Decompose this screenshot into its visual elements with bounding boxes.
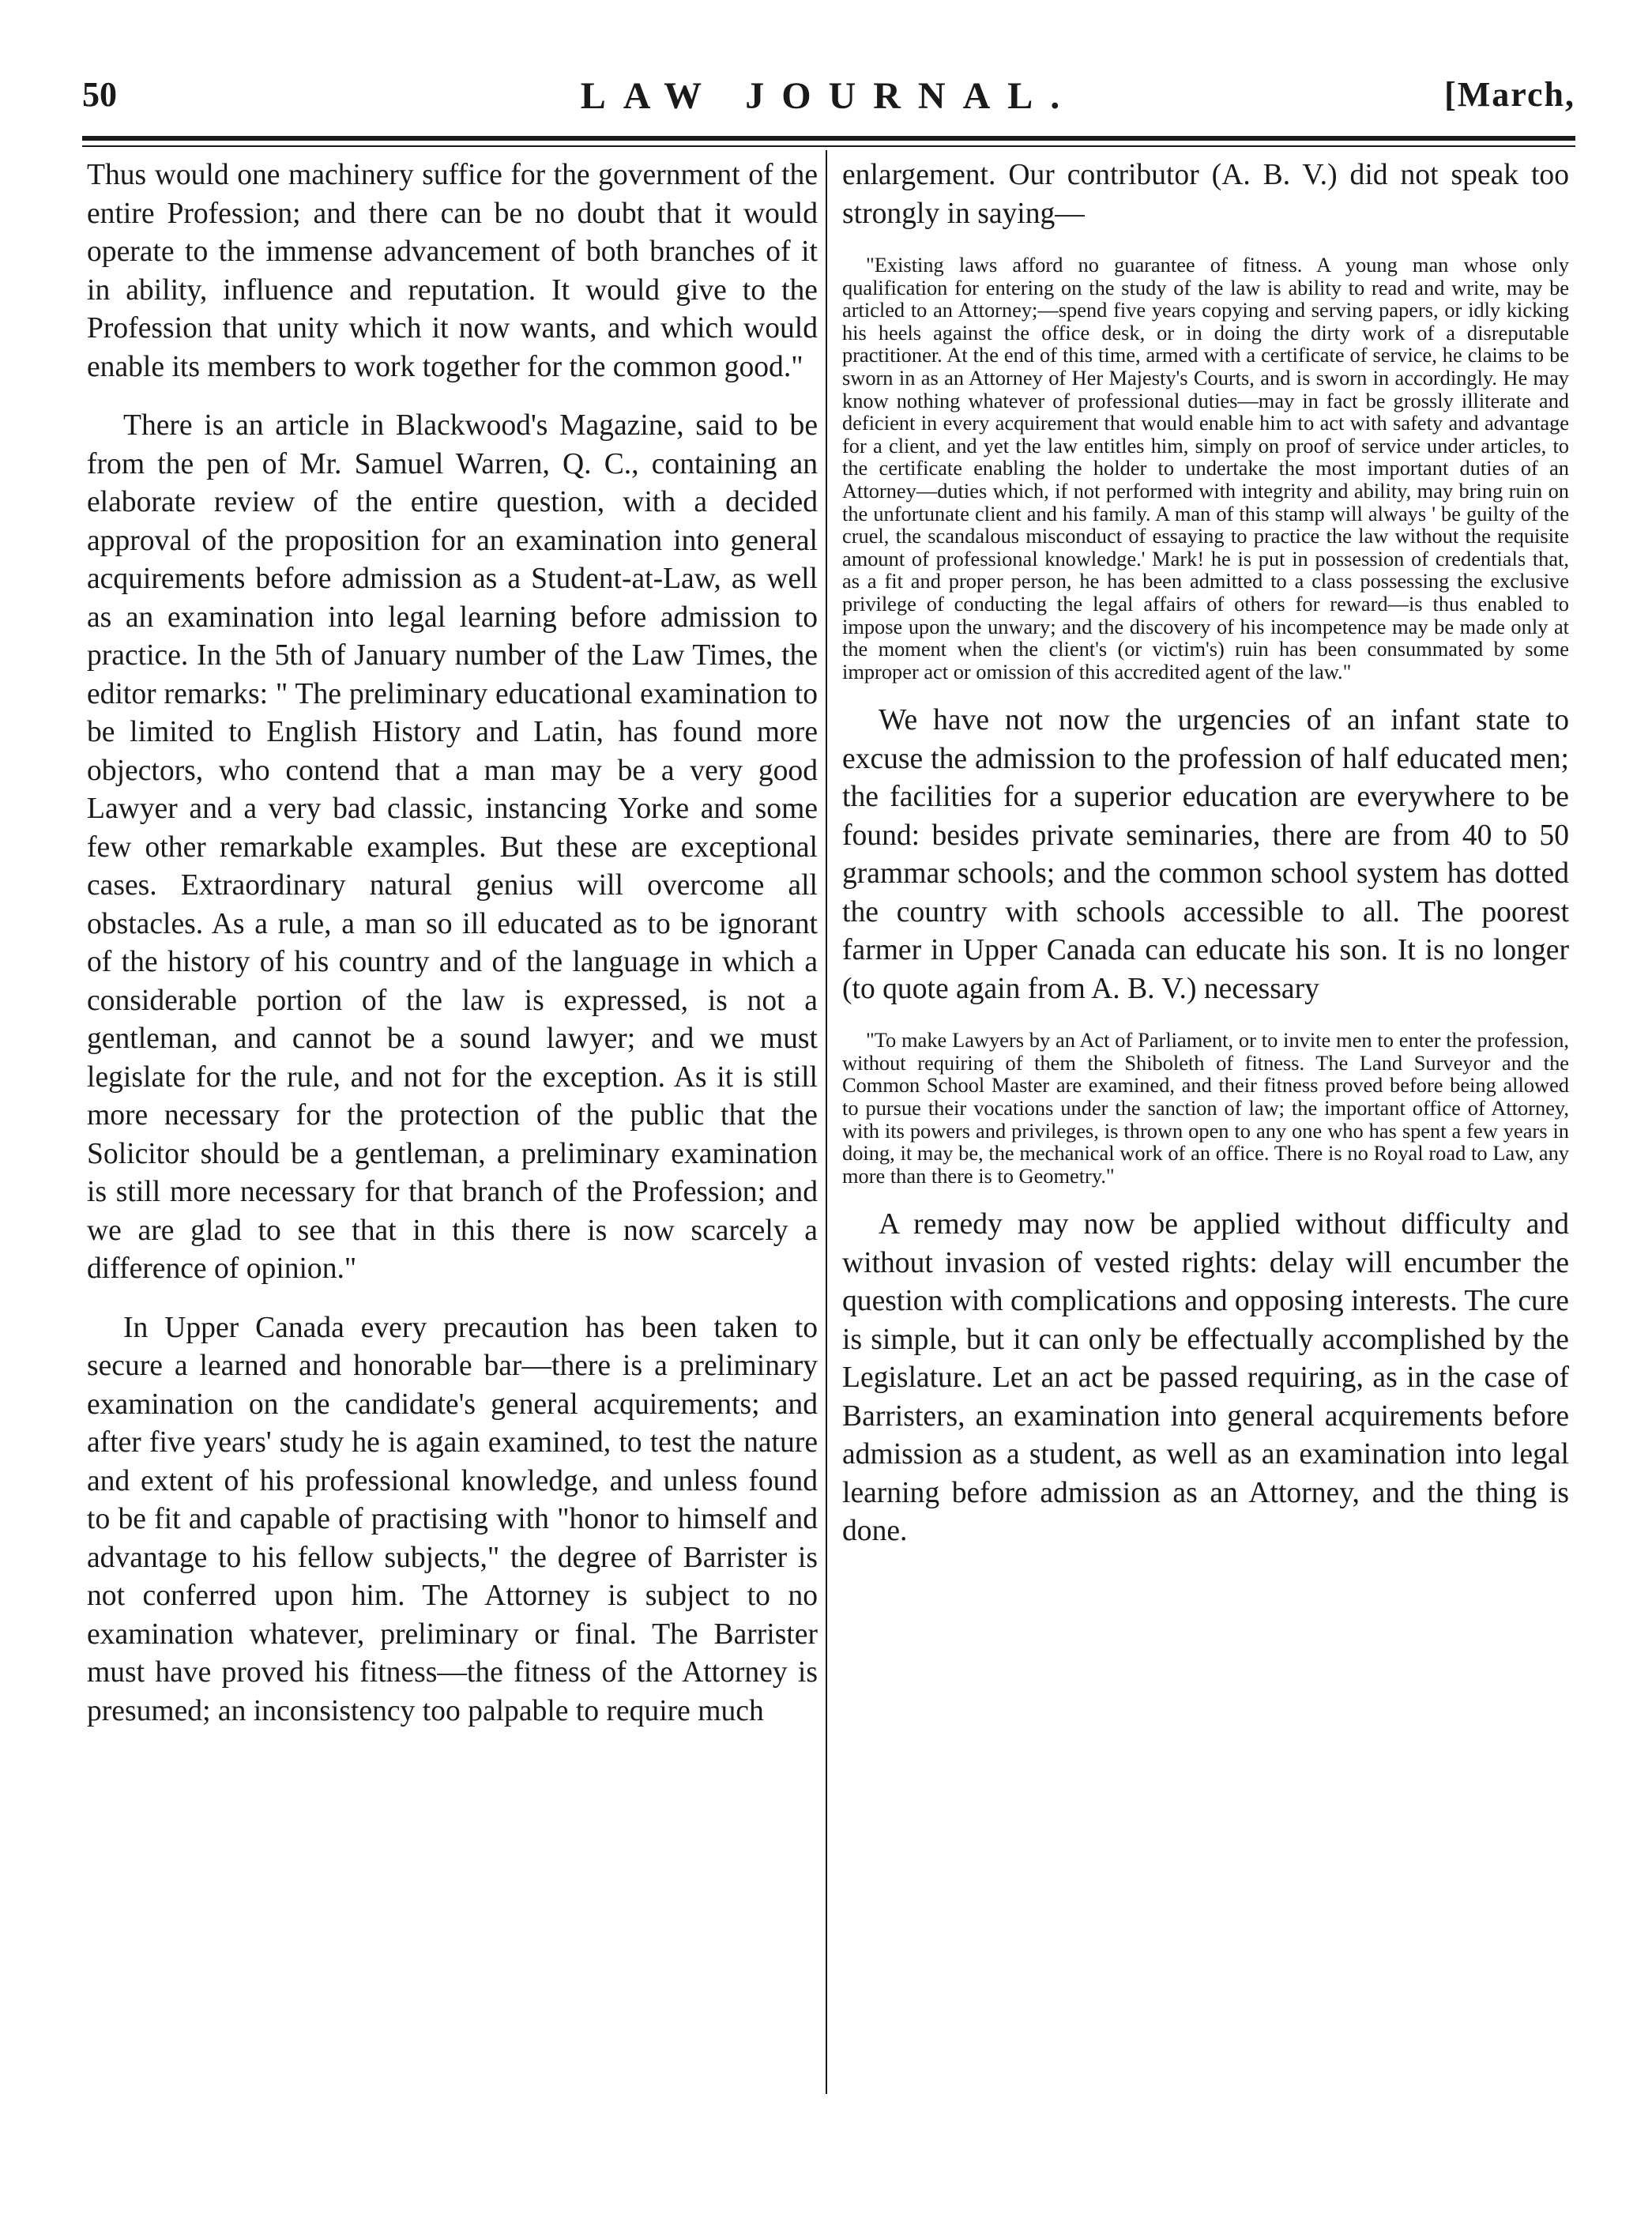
left-column xyxy=(87,156,818,1751)
column-divider xyxy=(826,150,827,2094)
page-number: 50 xyxy=(82,75,117,114)
paragraph: Thus would one machinery suffice for the government of the entire Profession; and there can be no doubt that it would operate to the immense advancement of both branches of it in ability, influence and reputation. It would give to the Profession that unity which it now wants, and which would enable its members to work together for the common good." xyxy=(87,159,818,383)
paragraph: enlargement. Our contributor (A. B. V.) did not speak too strongly in saying— xyxy=(842,159,1569,230)
journal-title: LAW JOURNAL. xyxy=(580,75,1078,117)
header-month: [March, xyxy=(1444,75,1575,114)
right-column xyxy=(842,156,1569,1572)
block-quote: "Existing laws afford no guarantee of fitness. A young man whose only qualification for entering on the study of the law is ability to read and write, may be articled to an Attorney;—spend five years copying and serving papers, or idly kicking his heels against the office desk, or in doing the dirty work of a disreputable practitioner. At the end of this time, armed with a certificate of service, he claims to be sworn in as an Attorney of Her Majesty's Courts, and is sworn in accordingly. He may know nothing whatever of professional duties—may in fact be grossly illiterate and deficient in every acquirement that would enable him to act with safety and advantage for a client, and yet the law entitles him, simply on proof of service under articles, to the certificate enabling the holder to undertake the most important duties of an Attorney—duties which, if not performed with integrity and ability, may bring ruin on the unfortunate client and his family. A man of this stamp will always ' be guilty of the cruel, the scandalous misconduct of essaying to practice the law without the requisite amount of professional knowledge.' Mark! he is put in possession of credentials that, as a fit and proper person, he has been admitted to a class possessing the exclusive privilege of conducting the legal affairs of others for reward—is thus enabled to impose upon the unwary; and the discovery of his incompetence may be made only at the moment when the client's (or victim's) ruin has been consummated by some improper act or omission of this accredited agent of the law." xyxy=(842,253,1569,684)
header-rule-thin xyxy=(82,145,1575,147)
paragraph: There is an article in Blackwood's Magazine, said to be from the pen of Mr. Samuel Warren, Q. C., containing an elaborate review of the entire question, with a decided approval of the proposition for an examination into general acquirements before admission as a Student-at-Law, as well as an examination into legal learning before admission to practice. In the 5th of January number of the Law Times, the editor remarks: " The preliminary educational examination to be limited to English History and Latin, has found more objectors, who contend that a man may be a very good Lawyer and a very bad classic, instancing Yorke and some few other remarkable examples. But these are exceptional cases. Extraordinary natural genius will overcome all obstacles. As a rule, a man so ill educated as to be ignorant of the history of his country and of the language in which a considerable portion of the law is expressed, is not a gentleman, and cannot be a sound lawyer; and we must legislate for the rule, and not for the exception. As it is still more necessary for the protection of the public that the Solicitor should be a gentleman, a preliminary examination is still more necessary for that branch of the Profession; and we are glad to see that in this there is now scarcely a difference of opinion." xyxy=(87,409,818,1285)
paragraph: In Upper Canada every precaution has been taken to secure a learned and honorable bar—there is a preliminary examination on the candidate's general acquirements; and after five years' study he is again examined, to test the nature and extent of his professional knowledge, and unless found to be fit and capable of practising with "honor to himself and advantage to his fellow subjects," the degree of Barrister is not conferred upon him. The Attorney is subject to no examination whatever, preliminary or final. The Barrister must have proved his fitness—the fitness of the Attorney is presumed; an inconsistency too palpable to require much xyxy=(87,1311,818,1727)
header-rule-thick xyxy=(82,136,1575,141)
running-header xyxy=(82,70,1575,133)
block-quote: "To make Lawyers by an Act of Parliament, or to invite men to enter the profession, without requiring of them the Shiboleth of fitness. The Land Surveyor and the Common School Master are examined, and their fitness proved before being allowed to pursue their vocations under the sanction of law; the important office of Attorney, with its powers and privileges, is thrown open to any one who has spent a few years in doing, it may be, the mechanical work of an office. There is no Royal road to Law, any more than there is to Geometry." xyxy=(842,1028,1569,1188)
paragraph: We have not now the urgencies of an infant state to excuse the admission to the profession of half educated men; the facilities for a superior education are everywhere to be found: besides private seminaries, there are from 40 to 50 grammar schools; and the common school system has dotted the country with schools accessible to all. The poorest farmer in Upper Canada can educate his son. It is no longer (to quote again from A. B. V.) necessary xyxy=(842,704,1569,1005)
paragraph: A remedy may now be applied without difficulty and without invasion of vested rights: delay will encumber the question with complications and opposing interests. The cure is simple, but it can only be effectually accomplished by the Legislature. Let an act be passed requiring, as in the case of Barristers, an examination into general acquirements before admission as a student, as well as an examination into legal learning before admission as an Attorney, and the thing is done. xyxy=(842,1208,1569,1548)
